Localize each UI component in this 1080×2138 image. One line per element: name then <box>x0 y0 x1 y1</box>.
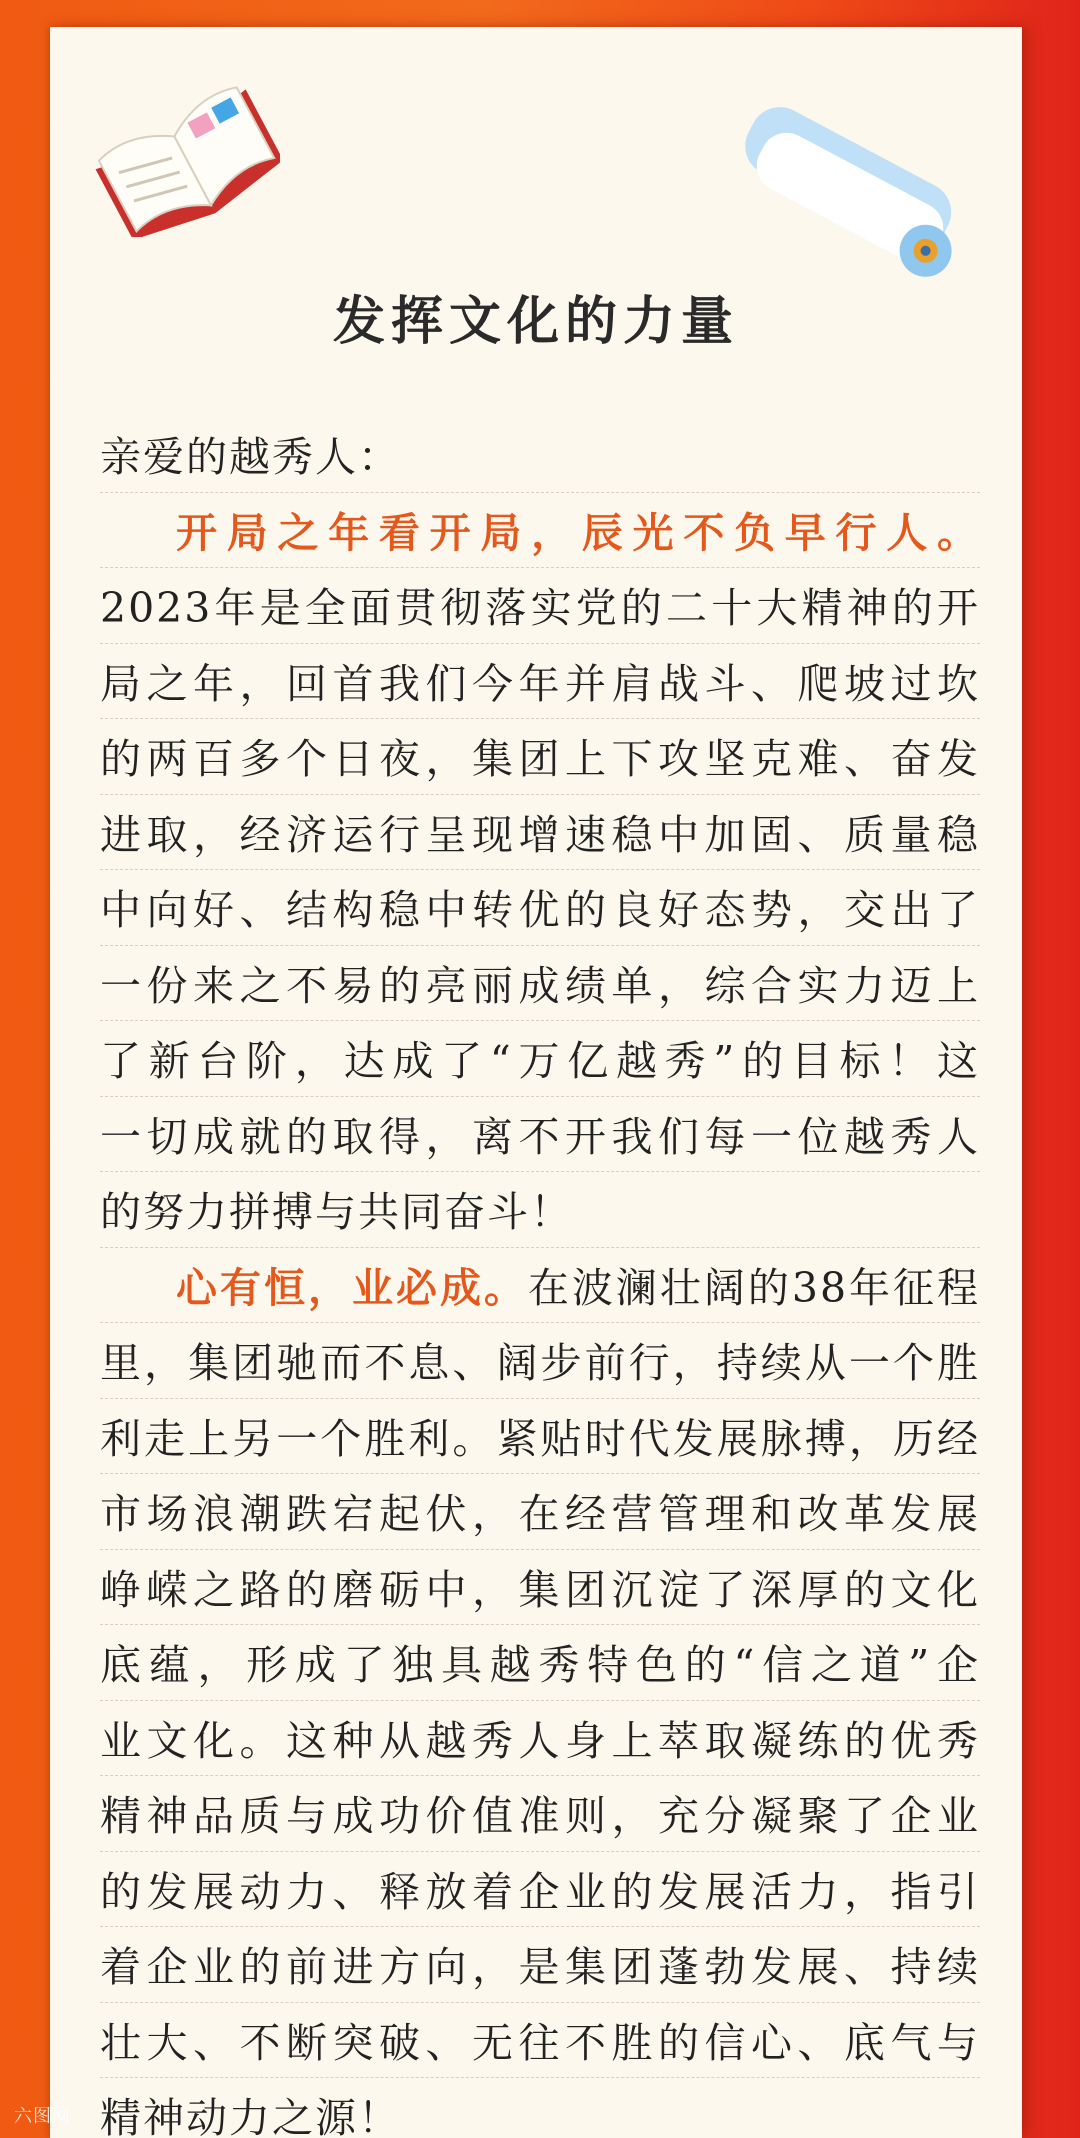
text-line: 中向好、结构稳中转优的良好态势，交出了 <box>100 870 980 946</box>
text-line: 里，集团驰而不息、阔步前行，持续从一个胜 <box>100 1323 980 1399</box>
text-line: 的努力拼搏与共同奋斗！ <box>100 1172 980 1248</box>
paragraph-2-first-line <box>100 1248 980 1324</box>
text-line: 的两百多个日夜，集团上下攻坚克难、奋发 <box>100 719 980 795</box>
greeting: 亲爱的越秀人： <box>100 417 980 493</box>
letter-paper <box>50 27 1022 2138</box>
letter-body <box>100 417 980 2138</box>
text-line: 业文化。这种从越秀人身上萃取凝练的优秀 <box>100 1701 980 1777</box>
text-fragment: 在波澜壮阔的38年征程 <box>527 1263 981 1312</box>
text-line: 一份来之不易的亮丽成绩单，综合实力迈上 <box>100 946 980 1022</box>
text-line: 着企业的前进方向，是集团蓬勃发展、持续 <box>100 1927 980 2003</box>
text-line: 底蕴，形成了独具越秀特色的“信之道”企 <box>100 1625 980 1701</box>
text-line: 了新台阶，达成了“万亿越秀”的目标！这 <box>100 1021 980 1097</box>
text-line: 精神动力之源！ <box>100 2078 980 2138</box>
watermark-logo: 六图网 <box>14 2106 71 2127</box>
text-line: 市场浪潮跌宕起伏，在经营管理和改革发展 <box>100 1474 980 1550</box>
scroll-icon <box>710 97 990 297</box>
text-line: 局之年，回首我们今年并肩战斗、爬坡过坎 <box>100 644 980 720</box>
text-line: 壮大、不断突破、无往不胜的信心、底气与 <box>100 2003 980 2079</box>
text-line: 峥嵘之路的磨砺中，集团沉淀了深厚的文化 <box>100 1550 980 1626</box>
text-line: 2023年是全面贯彻落实党的二十大精神的开 <box>100 568 980 644</box>
text-line: 进取，经济运行呈现增速稳中加固、质量稳 <box>100 795 980 871</box>
text-line: 的发展动力、释放着企业的发展活力，指引 <box>100 1852 980 1928</box>
open-book-icon <box>80 57 280 237</box>
text-line: 精神品质与成功价值准则，充分凝聚了企业 <box>100 1776 980 1852</box>
text-line: 一切成就的取得，离不开我们每一位越秀人 <box>100 1097 980 1173</box>
paragraph-1-highlight <box>100 493 980 569</box>
page-title: 发挥文化的力量 <box>332 291 739 352</box>
text-line: 利走上另一个胜利。紧贴时代发展脉搏，历经 <box>100 1399 980 1475</box>
highlight-text: 开局之年看开局，辰光不负早行人。 <box>176 508 980 557</box>
highlight-text: 心有恒，业必成。 <box>176 1263 528 1312</box>
